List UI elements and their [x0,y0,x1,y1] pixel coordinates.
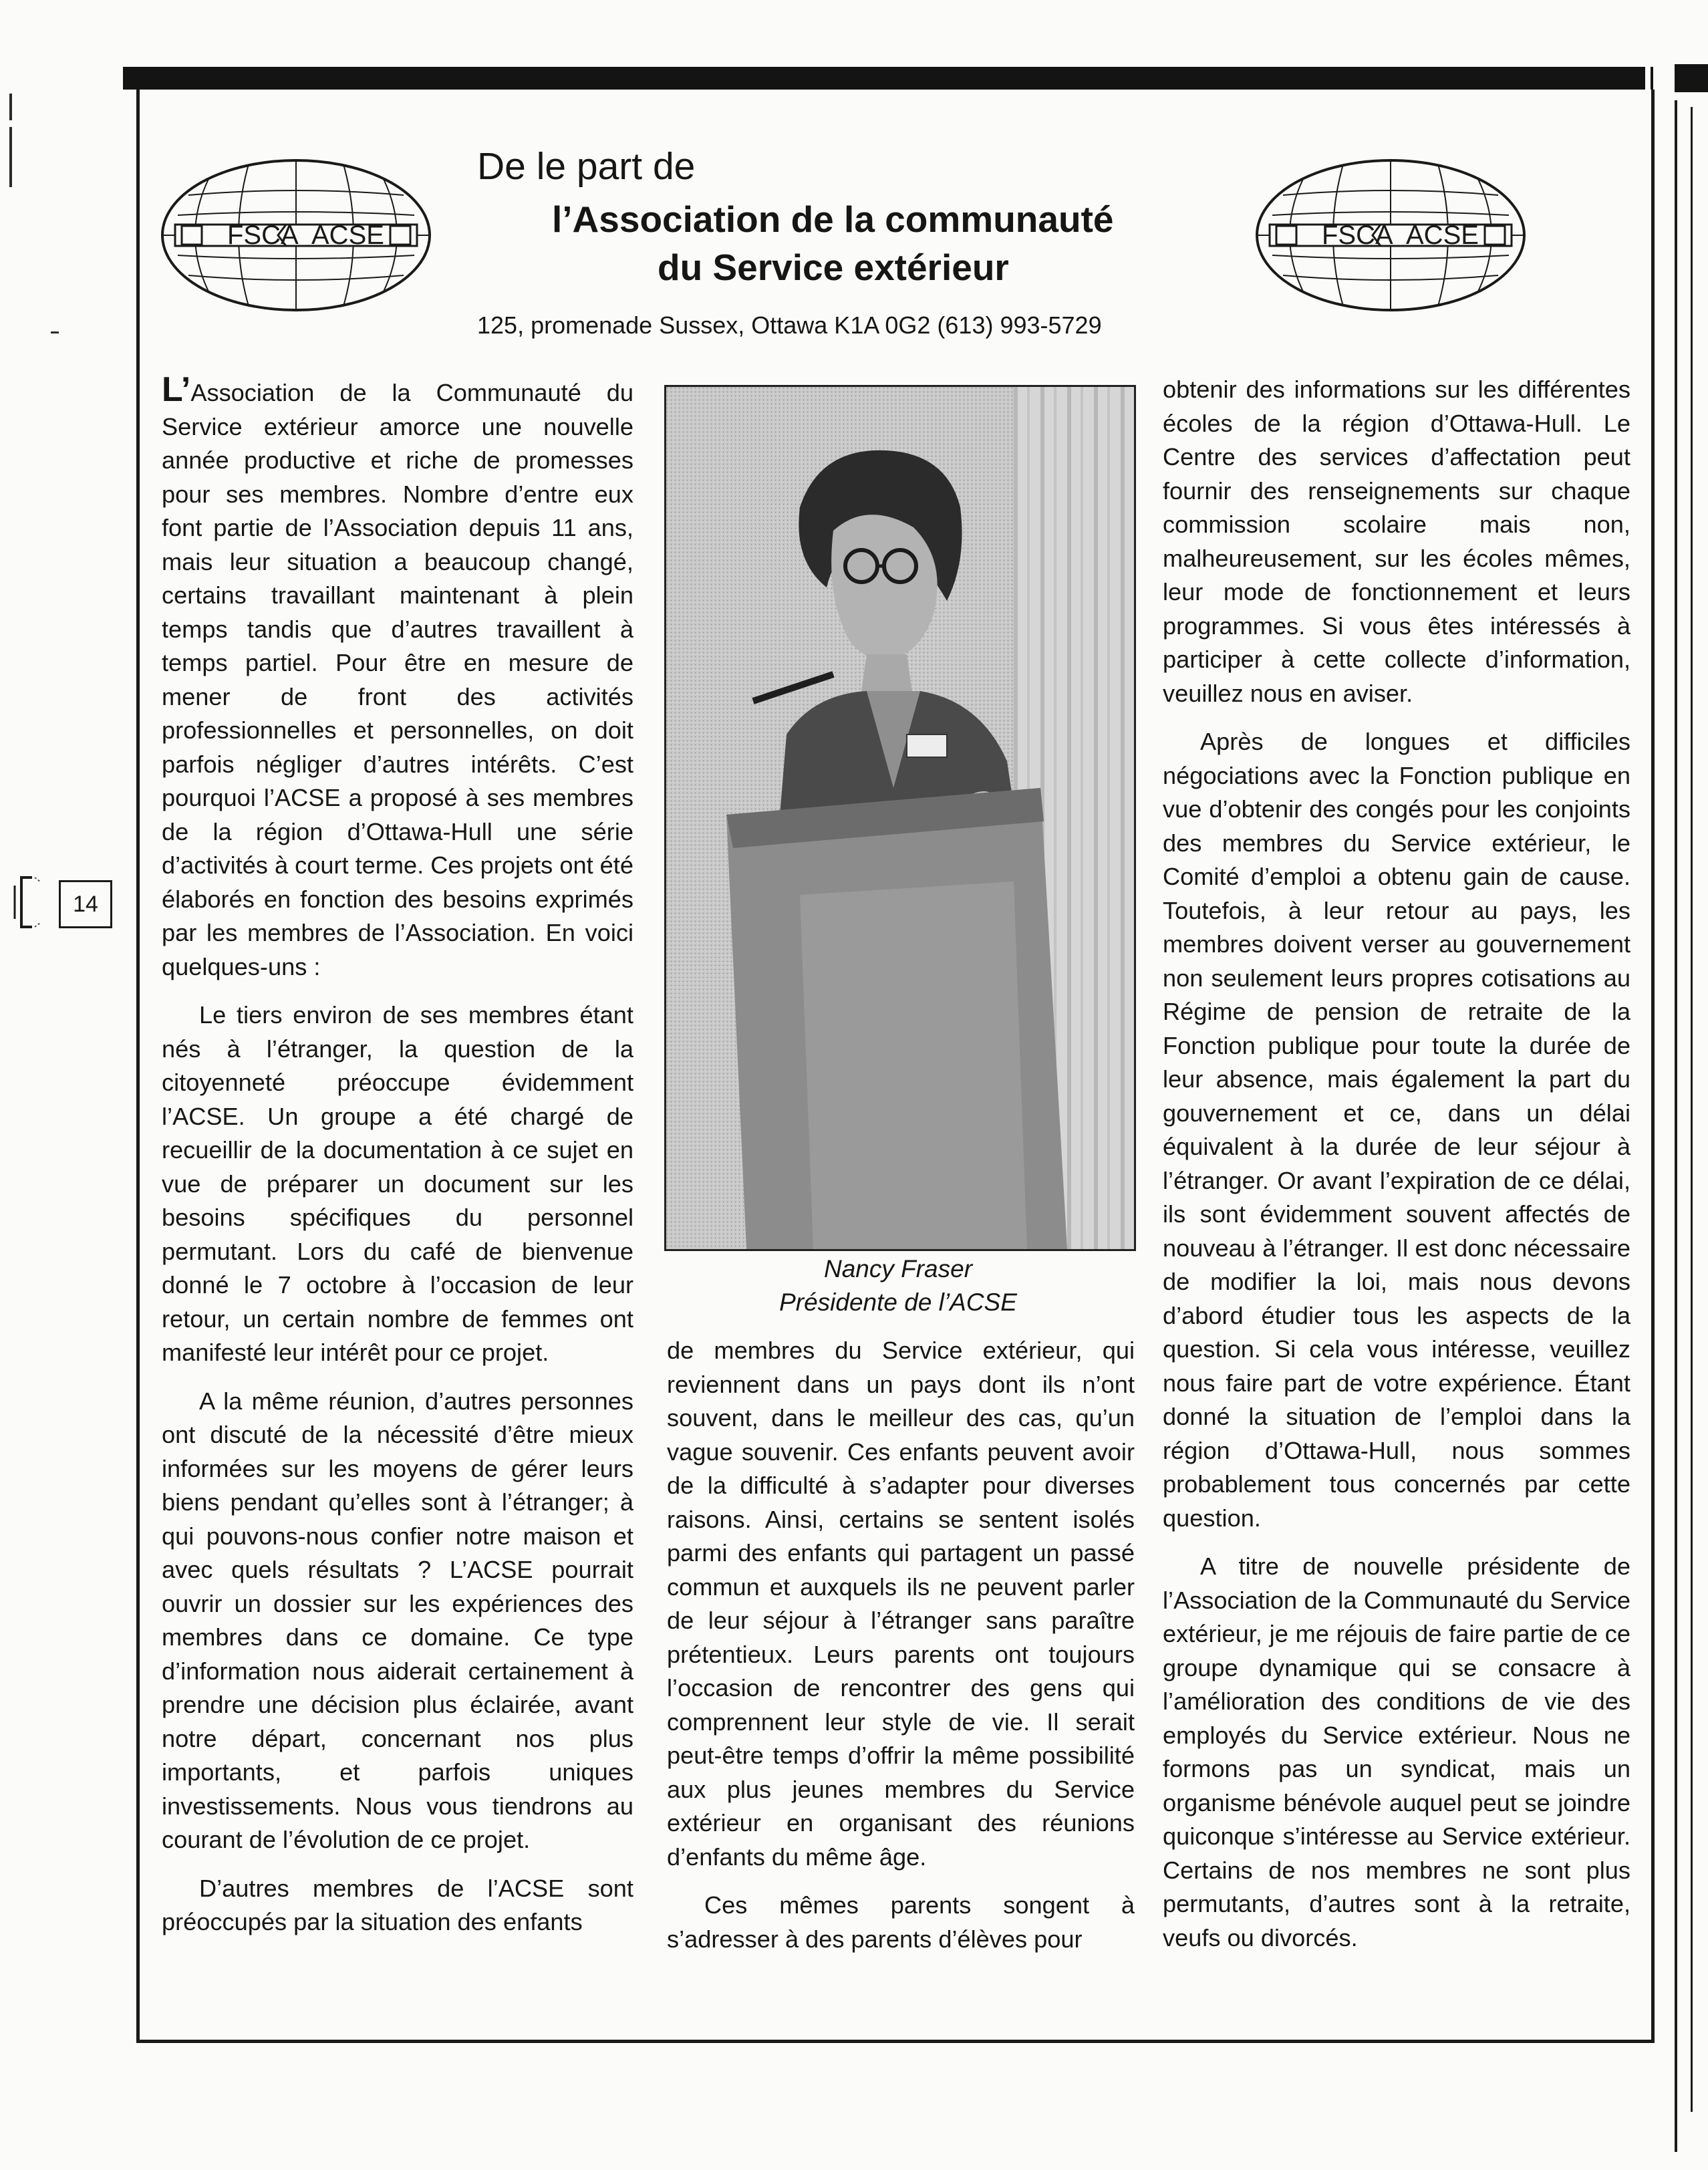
heading-line-1: De le part de [477,145,696,188]
heading-line-2: l’Association de la communauté [552,198,1114,240]
right-edge-line-2 [1691,107,1693,2112]
margin-mark [51,331,59,333]
photo-caption-name: Nancy Fraser [823,1255,973,1282]
paragraph: D’autres membres de l’ACSE sont préoccupés par la situation des enfants [162,1874,633,1935]
photo-caption-title: Présidente de l’ACSE [779,1289,1017,1316]
paragraph: A la même réunion, d’autres personnes ont discuté de la nécessité d’être mieux informées sur les moyens de gérer leurs biens pendant qu’elles sont à l’étranger; à qui pouvons-nous confier notre maison et avec quels résultats ? L’ACSE pourrait ouvrir un dossier sur les expériences des membres dans ce domaine. Ce type d’information nous aiderait certainement à prendre une décision plus éclairée, avant notre départ, concernant nos plus importants, et parfois uniques investissements. Nous vous tiendrons au courant de l’évolution de ce projet. [162,1387,633,1853]
logo-right-text: ACSE [1406,221,1479,250]
address: 125, promenade Sussex, Ottawa K1A 0G2 (613) 993-5729 [477,311,1102,339]
drop-cap: L’ [162,370,191,409]
top-rule [123,67,1653,90]
fsca-acse-logo [1243,152,1538,318]
paragraph-text: Association de la Communauté du Service extérieur amorce une nouvelle année productive et riche de promesses pour ses membres. Nombre d’entre eux font partie de l’Association depuis 11 ans, mais leur situation a beaucoup changé, certains travaillant maintenant à plein temps tandis que d’autres travaillent à temps partiel. Pour être en mesure de mener de front des activités professionnelles et personnelles, on doit parfois négliger d’autres intérêts. C’est pourquoi l’ACSE a proposé à ses membres de la région d’Ottawa-Hull une série d’activités à court terme. Ces projets ont été élaborés en fonction des besoins exprimés par les membres de l’Association. En voici quelques-uns : [162,379,633,980]
paragraph: Le tiers environ de ses membres étant nés à l’étranger, la question de la citoyenneté préoccupe évidemment l’ACSE. Un groupe a été chargé de recueillir de la documentation à ce sujet en vue de préparer un document sur les besoins spécifiques du personnel permutant. Lors du café de bienvenue donné le 7 octobre à l’occasion de leur retour, un certain nombre de femmes ont manifesté leur intérêt pour ce projet. [162,1001,633,1366]
column-left [162,370,633,1939]
column-right [1163,373,1630,1955]
top-rule-gap [1645,67,1651,90]
margin-mark [9,127,12,187]
page-bracket [12,872,41,932]
heading-line-3: du Service extérieur [658,247,1009,288]
margin-mark [9,94,12,120]
portrait-photo [664,385,1136,1251]
logo-left-text: FSCA [227,221,299,250]
logo-left-text: FSCA [1322,221,1393,250]
logo-right-text: ACSE [311,221,384,250]
fsca-acse-logo [148,152,444,318]
paragraph: Ces mêmes parents songent à s’adresser à des parents d’élèves pour [667,1891,1135,1953]
portrait-illustration [666,387,1134,1249]
top-rule-edge [1675,64,1708,92]
right-edge-line [1675,100,1677,2152]
paragraph: de membres du Service extérieur, qui reviennent dans un pays dont ils n’ont souvent, dans le meilleur des cas, qu’un vague souvenir. Ces enfants peuvent avoir de la difficulté à s’adapter pour diverses raisons. Ainsi, certains se sentent isolés parmi des enfants qui partagent un passé commun et auxquels ils ne peuvent parler de leur séjour à l’étranger sans paraître prétentieux. Leurs parents ont toujours l’occasion de rencontrer des gens qui comprennent leur style de vie. Il serait peut-être temps d’offrir la même possibilité aux plus jeunes membres du Service extérieur en organisant des réunions d’enfants du même âge. [667,1337,1135,1871]
paragraph: obtenir des informations sur les différentes écoles de la région d’Ottawa-Hull. Le Centre des services d’affectation peut fournir des renseignements sur chaque commission scolaire mais non, malheureusement, sur les écoles mêmes, leur mode de fonctionnement et leurs programmes. Si vous êtes intéressés à participer à cette collecte d’information, veuillez nous en aviser. [1163,376,1630,707]
column-middle [667,1334,1135,1956]
page-number: 14 [59,880,112,928]
paragraph: A titre de nouvelle présidente de l’Association de la Communauté du Service extérieur, je me réjouis de faire partie de ce groupe dynamique qui se consacre à l’amélioration des conditions de vie des employés du Service extérieur. Nous ne formons pas un syndicat, mais un organisme bénévole auquel peut se joindre quiconque s’intéresse au Service extérieur. Certains de nos membres ne sont plus permutants, d’autres sont à la retraite, veufs ou divorcés. [1163,1552,1630,1951]
paragraph: Après de longues et difficiles négociations avec la Fonction publique en vue d’obtenir des congés pour les conjoints des membres du Service extérieur, le Comité d’emploi a obtenu gain de cause. Toutefois, à leur retour au pays, les membres doivent verser au gouvernement non seulement leurs propres cotisations au Régime de pension de retraite de la Fonction publique pour toute la durée de leur absence, mais également la part du gouvernement et ce, dans un délai équivalent à la durée de leur séjour à l’étranger. Or avant l’expiration de ce délai, ils sont évidemment souvent affectés de nouveau à l’étranger. Il est donc nécessaire de modifier la loi, mais nous devons d’abord étudier tous les aspects de la question. Si cela vous intéresse, veuillez nous faire part de votre expérience. Étant donné la situation de l’emploi dans la région d’Ottawa-Hull, nous sommes probablement tous concernés par cette question. [1163,728,1630,1532]
paragraph [162,370,633,984]
